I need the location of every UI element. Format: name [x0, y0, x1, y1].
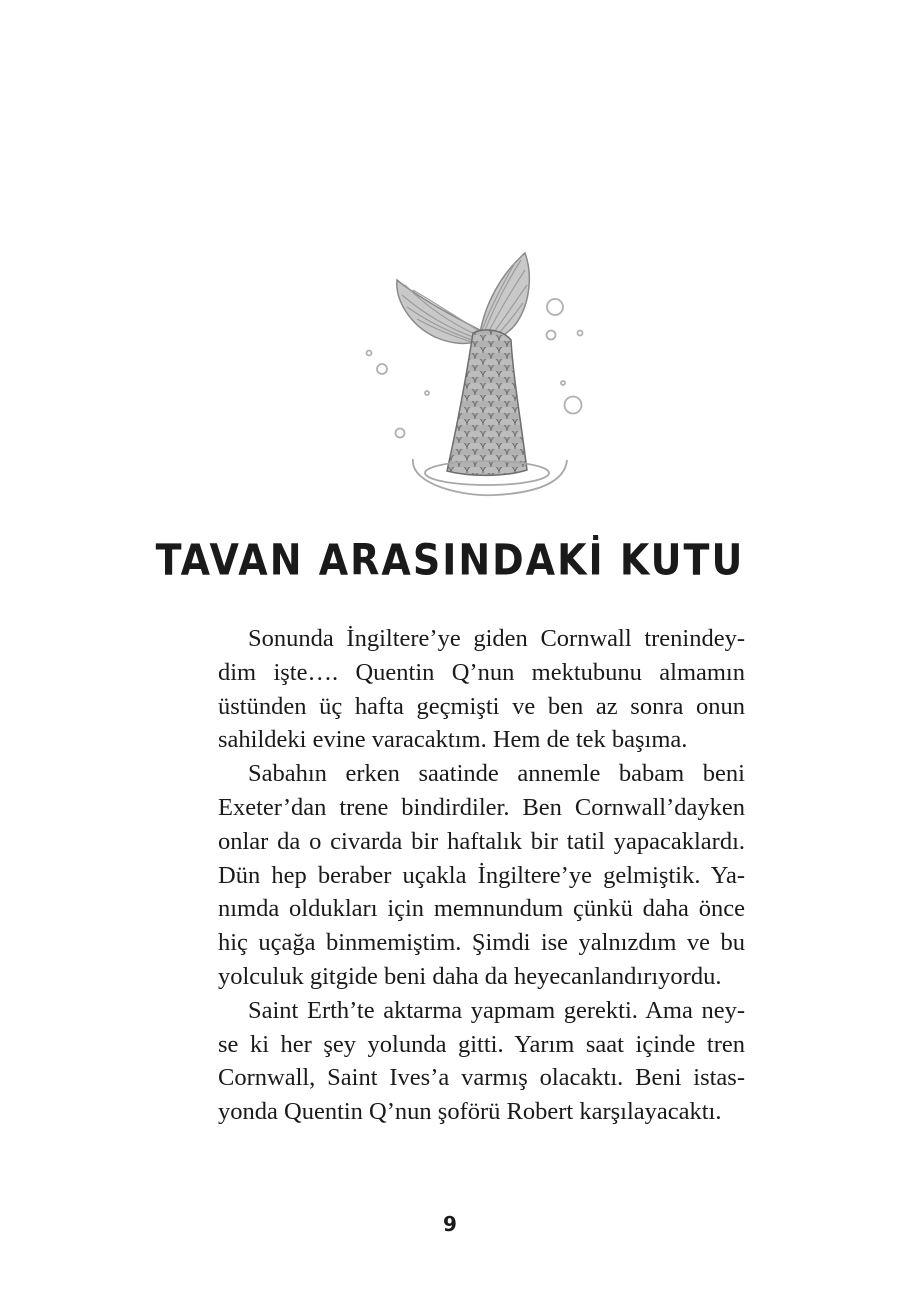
text-line: sahildeki evine varacaktım. Hem de tek başıma. [218, 726, 688, 754]
text-line: yolculuk gitgide beni daha da heyecanlandırıyordu. [218, 962, 722, 990]
chapter-title: TAVAN ARASINDAKİ KUTU [155, 535, 745, 585]
text-line: Sonunda İngiltere’ye giden Cornwall trenindey- [248, 625, 745, 652]
body-text [218, 622, 745, 1129]
paragraph [218, 757, 745, 994]
text-line: onlar da o civarda bir haftalık bir tatil yapacaklardı. [218, 827, 745, 855]
paragraph [218, 622, 745, 757]
page-number: 9 [443, 1212, 457, 1236]
text-line: Saint Erth’te aktarma yapmam gerekti. Ama ney- [248, 996, 745, 1024]
text-line: dim işte…. Quentin Q’nun mektubunu almamın [218, 658, 745, 686]
text-line: se ki her şey yolunda gitti. Yarım saat içinde tren [218, 1030, 745, 1058]
text-line: yonda Quentin Q’nun şoförü Robert karşılayacaktı. [218, 1098, 722, 1126]
text-line: nımda oldukları için memnundum çünkü daha önce [218, 895, 745, 923]
text-line: Cornwall, Saint Ives’a varmış olacaktı. Beni istas- [218, 1064, 745, 1092]
text-line: Exeter’dan trene bindirdiler. Ben Cornwall’dayken [218, 793, 745, 821]
mermaid-tail-icon [355, 245, 595, 515]
text-line: üstünden üç hafta geçmişti ve ben az sonra onun [218, 692, 745, 720]
text-line: hiç uçağa binmemiştim. Şimdi ise yalnızdım ve bu [218, 929, 745, 957]
text-line: Sabahın erken saatinde annemle babam beni [248, 760, 745, 788]
text-line: Dün hep beraber uçakla İngiltere’ye gelmiştik. Ya- [218, 861, 745, 889]
paragraph [218, 994, 745, 1129]
